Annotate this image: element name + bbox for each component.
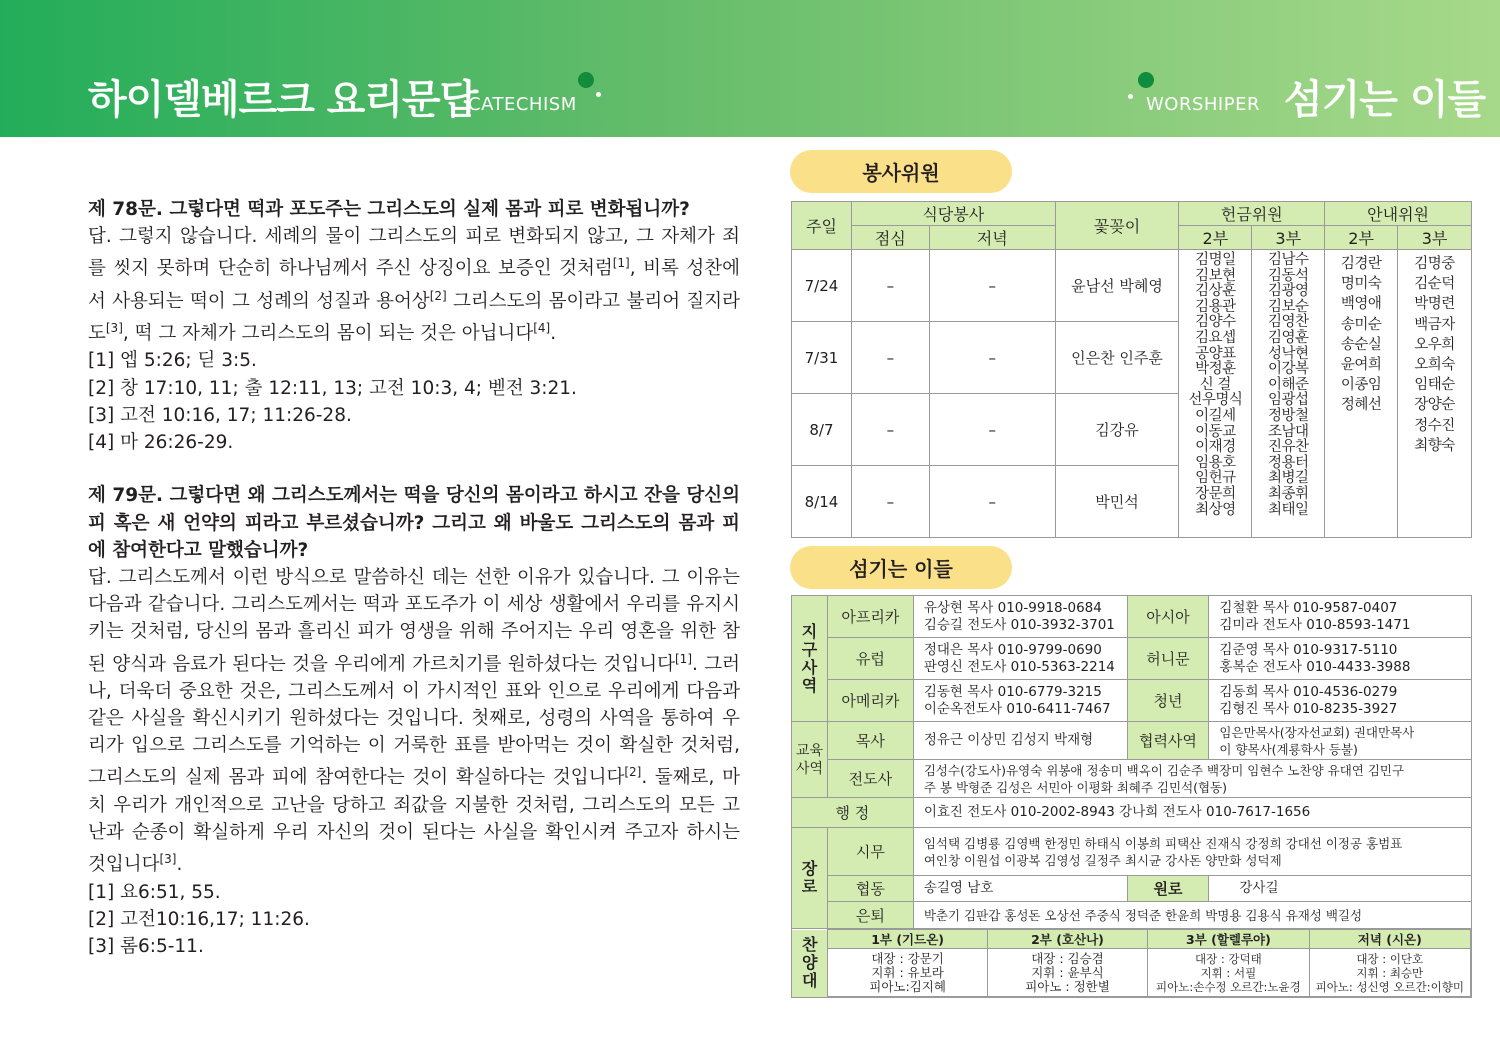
pastor-label: 목사 <box>827 722 913 760</box>
admin-names: 이효진 전도사 010-2002-8943 강나희 전도사 010-7617-1656 <box>913 798 1471 828</box>
elders-retired-names: 박춘기 김판갑 홍성돈 오상선 주중식 정덕준 한윤희 박명용 김용식 유재성 백길성 <box>913 902 1471 929</box>
choir-label: 찬양대 <box>792 930 828 997</box>
edu-label: 교육사역 <box>792 722 828 798</box>
region-name: 아시아 <box>1127 596 1209 638</box>
col-guide-3: 3부 <box>1398 226 1472 250</box>
q78-ref: [4] 마 26:26-29. <box>88 432 234 454</box>
row-date: 7/24 <box>792 250 852 322</box>
catechism-section <box>88 196 740 960</box>
guide-3-names: 김명중 김순덕 박명련 백금자 오우희 오희숙 임태순 장양순 정수진 최향숙 <box>1398 250 1472 538</box>
catechism-title: 하이델베르크 요리문답 <box>88 77 478 123</box>
col-offering: 헌금위원 <box>1179 202 1325 226</box>
region-contacts: 김철환 목사 010-9587-0407 김미라 전도사 010-8593-1471 <box>1209 596 1472 638</box>
service-table <box>791 201 1472 538</box>
col-offering-3: 3부 <box>1252 226 1325 250</box>
elders-retired-label: 은퇴 <box>827 902 913 929</box>
header-band <box>0 0 1500 137</box>
choir-members: 대장 : 강문기 지휘 : 유보라 피아노:김지혜 <box>828 949 987 997</box>
q79-ref: [2] 고전10:16,17; 11:26. <box>88 908 310 930</box>
region-name: 아메리카 <box>827 680 913 722</box>
workers-pill: 섬기는 이들 <box>790 546 1012 589</box>
decor-dot-icon <box>1138 72 1154 88</box>
elders-emer-label: 원로 <box>1127 876 1209 902</box>
q79-question: 제 79문. 그렇다면 왜 그리스도께서는 떡을 당신의 몸이라고 하시고 잔을 당신의 피 혹은 새 언약의 피라고 부르셨습니까? 그리고 왜 바울도 그리스도의 몸과 피에 참여한다고 말했습니까? <box>88 485 740 561</box>
q78-question: 제 78문. 그렇다면 떡과 포도주는 그리스도의 실제 몸과 피로 변화됩니까? <box>88 199 690 220</box>
offering-3-names: 김남수 김동석 김광영 김보순 김영찬 김영훈 성낙현 이강복 이해준 임광섭 정방철 조남대 진유찬 정용터 최병길 최종휘 최태일 <box>1252 250 1325 538</box>
decor-dot-small-icon <box>1128 94 1133 99</box>
row-dinner: – <box>929 322 1055 394</box>
choir-title: 2부 (호산나) <box>987 930 1147 949</box>
q79-ref: [3] 롬6:5-11. <box>88 936 204 958</box>
row-date: 7/31 <box>792 322 852 394</box>
row-date: 8/14 <box>792 466 852 538</box>
region-label: 지구사역 <box>792 596 828 722</box>
elders-coop-label: 협동 <box>827 876 913 902</box>
col-cafeteria: 식당봉사 <box>851 202 1055 226</box>
row-flowers: 윤남선 박혜영 <box>1055 250 1179 322</box>
elders-active-label: 시무 <box>827 828 913 876</box>
choir-block <box>792 929 1472 998</box>
choir-members: 대장 : 이단호 지휘 : 최승만 피아노: 성신영 오르간:이향미 <box>1309 949 1470 997</box>
row-date: 8/7 <box>792 394 852 466</box>
evangelist-names: 김성수(강도사)유영숙 위봉애 정송미 백옥이 김순주 백장미 임현수 노찬양 유대연 김민구 주 봉 박형준 김성은 서민아 이평화 최혜주 김민석(협동) <box>913 760 1471 798</box>
col-dinner: 저녁 <box>929 226 1055 250</box>
row-flowers: 인은찬 인주훈 <box>1055 322 1179 394</box>
region-contacts: 김준영 목사 010-9317-5110 홍복순 전도사 010-4433-3988 <box>1209 638 1472 680</box>
row-dinner: – <box>929 250 1055 322</box>
evangelist-label: 전도사 <box>827 760 913 798</box>
q78-ref: [2] 창 17:10, 11; 출 12:11, 13; 고전 10:3, 4; 벧전 3:21. <box>88 377 577 399</box>
row-dinner: – <box>929 466 1055 538</box>
service-pill: 봉사위원 <box>790 150 1012 193</box>
col-guide-2: 2부 <box>1325 226 1398 250</box>
choir-title: 저녁 (시온) <box>1309 930 1470 949</box>
col-offering-2: 2부 <box>1179 226 1252 250</box>
q79-ref: [1] 요6:51, 55. <box>88 881 221 903</box>
q79-answer: 답. 그리스도께서 이런 방식으로 말씀하신 데는 선한 이유가 있습니다. 그 이유는 다음과 같습니다. 그리스도께서는 떡과 포도주가 이 세상 생활에서 우리를 유지시키는 것처럼, 당신의 몸과 흘리신 피가 영생을 위해 주어지는 우리 영혼을 위한 참된 양식과 음료가 된다는 것을 우리에게 가르치기를 원하셨다는 것입니다[1]. 그러나, 더욱더 중요한 것은, 그리스도께서 이 가시적인 표와 인으로 우리에게 다음과 같은 사실을 확신시키기 원하셨다는 것입니다. 첫째로, 성령의 사역을 통하여 우리가 입으로 그리스도를 기억하는 이 거룩한 표를 받아먹는 것이 확실한 것처럼, 그리스도의 실제 몸과 피에 참여한다는 것이 확실하다는 것입니다[2]. 둘째로, 마치 우리가 개인적으로 고난을 당하고 죄값을 지불한 것처럼, 그리스도의 모든 고난과 순종이 확실하게 우리 자신의 것이 된다는 사실을 확인시켜 주고자 하시는 것입니다[3]. <box>88 566 740 876</box>
pastor-names: 정유근 이상민 김성지 박재형 <box>913 722 1127 760</box>
decor-dot-icon <box>578 72 594 88</box>
offering-2-names: 김명일 김보현 김상훈 김용관 김양수 김요셉 공양표 박정훈 신 걸 선우명식 이길세 이동교 이재경 임용호 임헌규 장문희 최상영 <box>1179 250 1252 538</box>
region-name: 허니문 <box>1127 638 1209 680</box>
worshiper-subtitle: WORSHIPER <box>1146 94 1260 115</box>
guide-2-names: 김경란 명미숙 백영애 송미순 송순실 윤여희 이종임 정혜선 <box>1325 250 1398 538</box>
row-dinner: – <box>929 394 1055 466</box>
region-contacts: 김동현 목사 010-6779-3215 이순옥전도사 010-6411-7467 <box>913 680 1127 722</box>
q78-ref: [1] 엡 5:26; 딛 3:5. <box>88 350 257 372</box>
choir-title: 1부 (기드온) <box>828 930 987 949</box>
worshiper-title: 섬기는 이들 <box>1284 77 1486 123</box>
row-lunch: – <box>851 466 929 538</box>
row-lunch: – <box>851 250 929 322</box>
table-row <box>792 250 1472 322</box>
q78-answer: 답. 그렇지 않습니다. 세례의 물이 그리스도의 피로 변화되지 않고, 그 자체가 죄를 씻지 못하며 단순히 하나님께서 주신 상징이요 보증인 것처럼[1], 비록 성찬에서 사용되는 떡이 그 성례의 성질과 용어상[2] 그리스도의 몸이라고 불리어 질지라도[3], 떡 그 자체가 그리스도의 몸이 되는 것은 아닙니다[4]. <box>88 226 741 345</box>
region-name: 청년 <box>1127 680 1209 722</box>
col-week: 주일 <box>792 202 852 250</box>
row-lunch: – <box>851 394 929 466</box>
choir-members: 대장 : 김승겸 지휘 : 윤부식 피아노 : 정한별 <box>987 949 1147 997</box>
decor-dot-small-icon <box>596 92 601 97</box>
row-lunch: – <box>851 322 929 394</box>
admin-label: 행 정 <box>792 798 914 828</box>
region-contacts: 유상현 목사 010-9918-0684 김승길 전도사 010-3932-3701 <box>913 596 1127 638</box>
choir-title: 3부 (할렐루야) <box>1148 930 1309 949</box>
workers-table <box>791 595 1472 998</box>
q78-ref: [3] 고전 10:16, 17; 11:26-28. <box>88 404 352 426</box>
elders-emer-names: 강사길 <box>1209 876 1472 902</box>
row-flowers: 김강유 <box>1055 394 1179 466</box>
region-name: 유럽 <box>827 638 913 680</box>
elders-coop-names: 송길영 남호 <box>913 876 1127 902</box>
region-name: 아프리카 <box>827 596 913 638</box>
coop-label: 협력사역 <box>1127 722 1209 760</box>
coop-names: 임은만목사(장자선교회) 권대만목사 이 향목사(계룡학사 등불) <box>1209 722 1472 760</box>
elders-active-names: 임석택 김병룡 김영백 한정민 하태식 이봉희 피택산 진재식 강정희 강대선 이정공 홍범표 여인창 이원섭 이광복 김영성 길정주 최시균 강사돈 양만화 성덕제 <box>913 828 1471 876</box>
row-flowers: 박민석 <box>1055 466 1179 538</box>
choir-members: 대장 : 강덕태 지휘 : 서필 피아노:손수정 오르간:노윤경 <box>1148 949 1309 997</box>
elder-label: 장로 <box>792 828 828 929</box>
col-guide: 안내위원 <box>1325 202 1472 226</box>
region-contacts: 정대은 목사 010-9799-0690 판영신 전도사 010-5363-2214 <box>913 638 1127 680</box>
region-contacts: 김동희 목사 010-4536-0279 김형진 목사 010-8235-3927 <box>1209 680 1472 722</box>
col-flowers: 꽃꽂이 <box>1055 202 1179 250</box>
col-lunch: 점심 <box>851 226 929 250</box>
catechism-subtitle: CATECHISM <box>468 94 577 115</box>
